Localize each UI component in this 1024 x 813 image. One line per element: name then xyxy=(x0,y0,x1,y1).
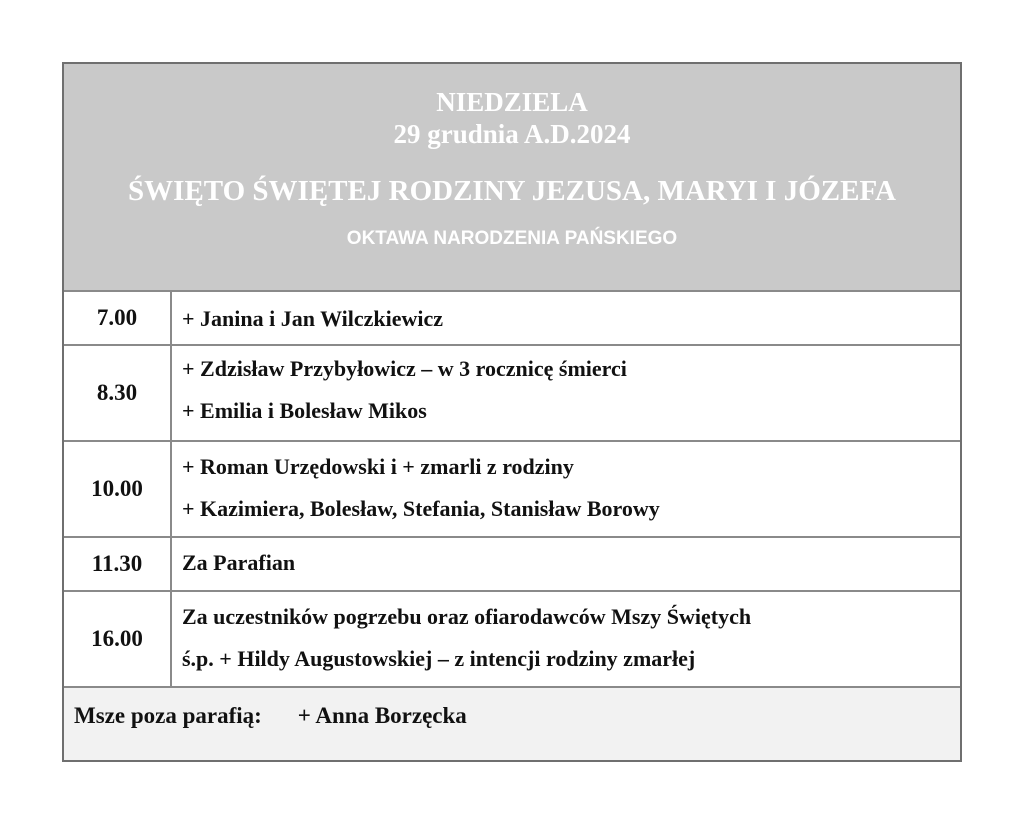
mass-time: 11.30 xyxy=(64,538,172,590)
intention-line: + Zdzisław Przybyłowicz – w 3 rocznicę śmierci xyxy=(182,356,627,381)
mass-intentions xyxy=(172,346,960,440)
outside-parish-masses xyxy=(64,688,960,760)
octave-subtitle: OKTAWA NARODZENIA PAŃSKIEGO xyxy=(346,228,678,249)
mass-row xyxy=(64,538,960,592)
intention-line: + Roman Urzędowski i + zmarli z rodziny xyxy=(182,454,574,479)
feast-title: ŚWIĘTO ŚWIĘTEJ RODZINY JEZUSA, MARYI I JÓZEFA xyxy=(128,175,896,207)
day-title: NIEDZIELA xyxy=(436,87,588,117)
mass-time: 7.00 xyxy=(64,292,172,344)
mass-intentions xyxy=(172,592,960,686)
mass-row xyxy=(64,442,960,538)
schedule-header xyxy=(64,64,960,292)
mass-time: 16.00 xyxy=(64,592,172,686)
outside-parish-label: Msze poza parafią: xyxy=(74,703,262,728)
date-title: 29 grudnia A.D.2024 xyxy=(393,119,631,149)
intention-line: + Emilia i Bolesław Mikos xyxy=(182,398,427,423)
mass-intentions xyxy=(172,292,960,344)
mass-row xyxy=(64,346,960,442)
mass-row xyxy=(64,592,960,688)
intention-line: + Kazimiera, Bolesław, Stefania, Stanisław Borowy xyxy=(182,496,660,521)
intention-line: ś.p. + Hildy Augustowskiej – z intencji rodziny zmarłej xyxy=(182,646,696,671)
intention-line: + Janina i Jan Wilczkiewicz xyxy=(182,306,444,331)
intention-line: Za uczestników pogrzebu oraz ofiarodawców Mszy Świętych xyxy=(182,604,752,629)
mass-intentions xyxy=(172,442,960,536)
mass-intentions xyxy=(172,538,960,590)
mass-row xyxy=(64,292,960,346)
outside-parish-intention: + Anna Borzęcka xyxy=(297,703,467,728)
mass-time: 8.30 xyxy=(64,346,172,440)
mass-schedule-table xyxy=(62,62,962,762)
intention-line: Za Parafian xyxy=(182,550,296,575)
mass-time: 10.00 xyxy=(64,442,172,536)
